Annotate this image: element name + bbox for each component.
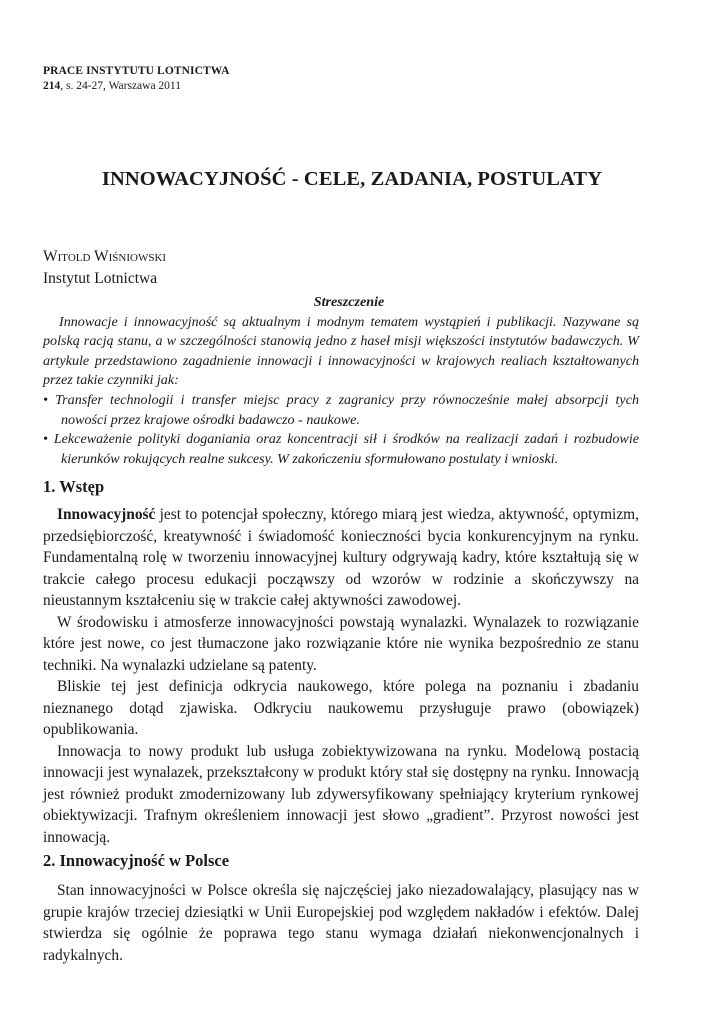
- paragraph: [43, 504, 639, 612]
- abstract-heading: Streszczenie: [313, 294, 385, 310]
- journal-details: , s. 24-27, Warszawa 2011: [60, 80, 182, 92]
- author-affiliation: Instytut Lotnictwa: [43, 270, 158, 287]
- abstract-bullet: • Transfer technologii i transfer miejsc pracy z zagranicy przy równocześnie małej absorpcji tych nowości przez krajowe ośrodki badawczo - naukowe.: [43, 391, 639, 428]
- section-poland-body: [43, 880, 639, 966]
- author-name: Witold Wiśniowski: [43, 248, 167, 265]
- journal-volume: 214: [43, 80, 61, 92]
- lead-term: Innowacyjność: [57, 506, 156, 523]
- paragraph: Bliskie tej jest definicja odkrycia naukowego, które polega na poznaniu i zbadaniu nieznanego dotąd zjawiska. Odkryciu naukowemu przysługuje prawo (obowiązek) opublikowania.: [43, 678, 639, 738]
- paragraph: W środowisku i atmosferze innowacyjności powstają wynalazki. Wynalazek to rozwiązanie które jest nowe, co jest tłumaczone jako rozwiązanie które nie wynika bezpośrednio ze stanu techniki. Na wynalazki udzielane są patenty.: [43, 613, 639, 674]
- paragraph: Innowacja to nowy produkt lub usługa zobiektywizowana na rynku. Modelową postacią innowacji jest wynalazek, przekształcony w produkt który stał się dostępny na rynku. Innowacją jest również produkt zmodernizowany lub zdywersyfikowany spełniający kryterium rynkowej obiektywizacji. Trafnym określeniem innowacji jest słowo „gradient”. Przyrost nowości jest innowacją.: [43, 742, 639, 846]
- section-heading-intro: 1. Wstęp: [43, 477, 105, 496]
- abstract-text: Innowacje i innowacyjność są aktualnym i modnym tematem wystąpień i publikacji. Nazywane są polską racją stanu, a w szczególności stanowią jedno z haseł misji większości instytutów badawczych. W artykule przedstawiono zagadnienie innowacji i innowacyjności w krajowych realiach kształtowanych przez takie czynniki jak:: [43, 313, 639, 389]
- abstract: [43, 293, 639, 469]
- journal-name: PRACE INSTYTUTU LOTNICTWA: [43, 65, 230, 77]
- lead-text: jest to potencjał społeczny, którego miarą jest wiedza, aktywność, optymizm, przedsiębiorczość, kreatywność i świadomość konieczności bycia konkurencyjnym na rynku. Fundamentalną rolę w tworzeniu innowacyjnej kultury odgrywają kadry, które kształtują się w trakcie całego procesu edukacji począwszy od wzorów w rodzinie a skończywszy na nieustannym kształceniu się w trakcie całej aktywności zawodowej.: [43, 506, 639, 609]
- section-intro-body: [43, 504, 639, 848]
- section-heading-poland: 2. Innowacyjność w Polsce: [43, 851, 230, 870]
- journal-header: [43, 64, 230, 94]
- author-block: [43, 246, 166, 290]
- journal-citation: [43, 79, 230, 94]
- article-title: INNOWACYJNOŚĆ - CELE, ZADANIA, POSTULATY: [101, 167, 603, 190]
- paragraph: Stan innowacyjności w Polsce określa się najczęściej jako niezadowalający, plasujący nas w grupie krajów trzeciej dziesiątki w Unii Europejskiej pod względem nakładów i efektów. Dalej stwierdza się ogólnie że poprawa tego stanu wymaga działań niekonwencjonalnych i radykalnych.: [43, 882, 639, 964]
- abstract-bullet: • Lekceważenie polityki doganiania oraz koncentracji sił i środków na realizacji zadań i rozbudowie kierunków rokujących realne sukcesy. W zakończeniu sformułowano postulaty i wnioski.: [43, 431, 639, 467]
